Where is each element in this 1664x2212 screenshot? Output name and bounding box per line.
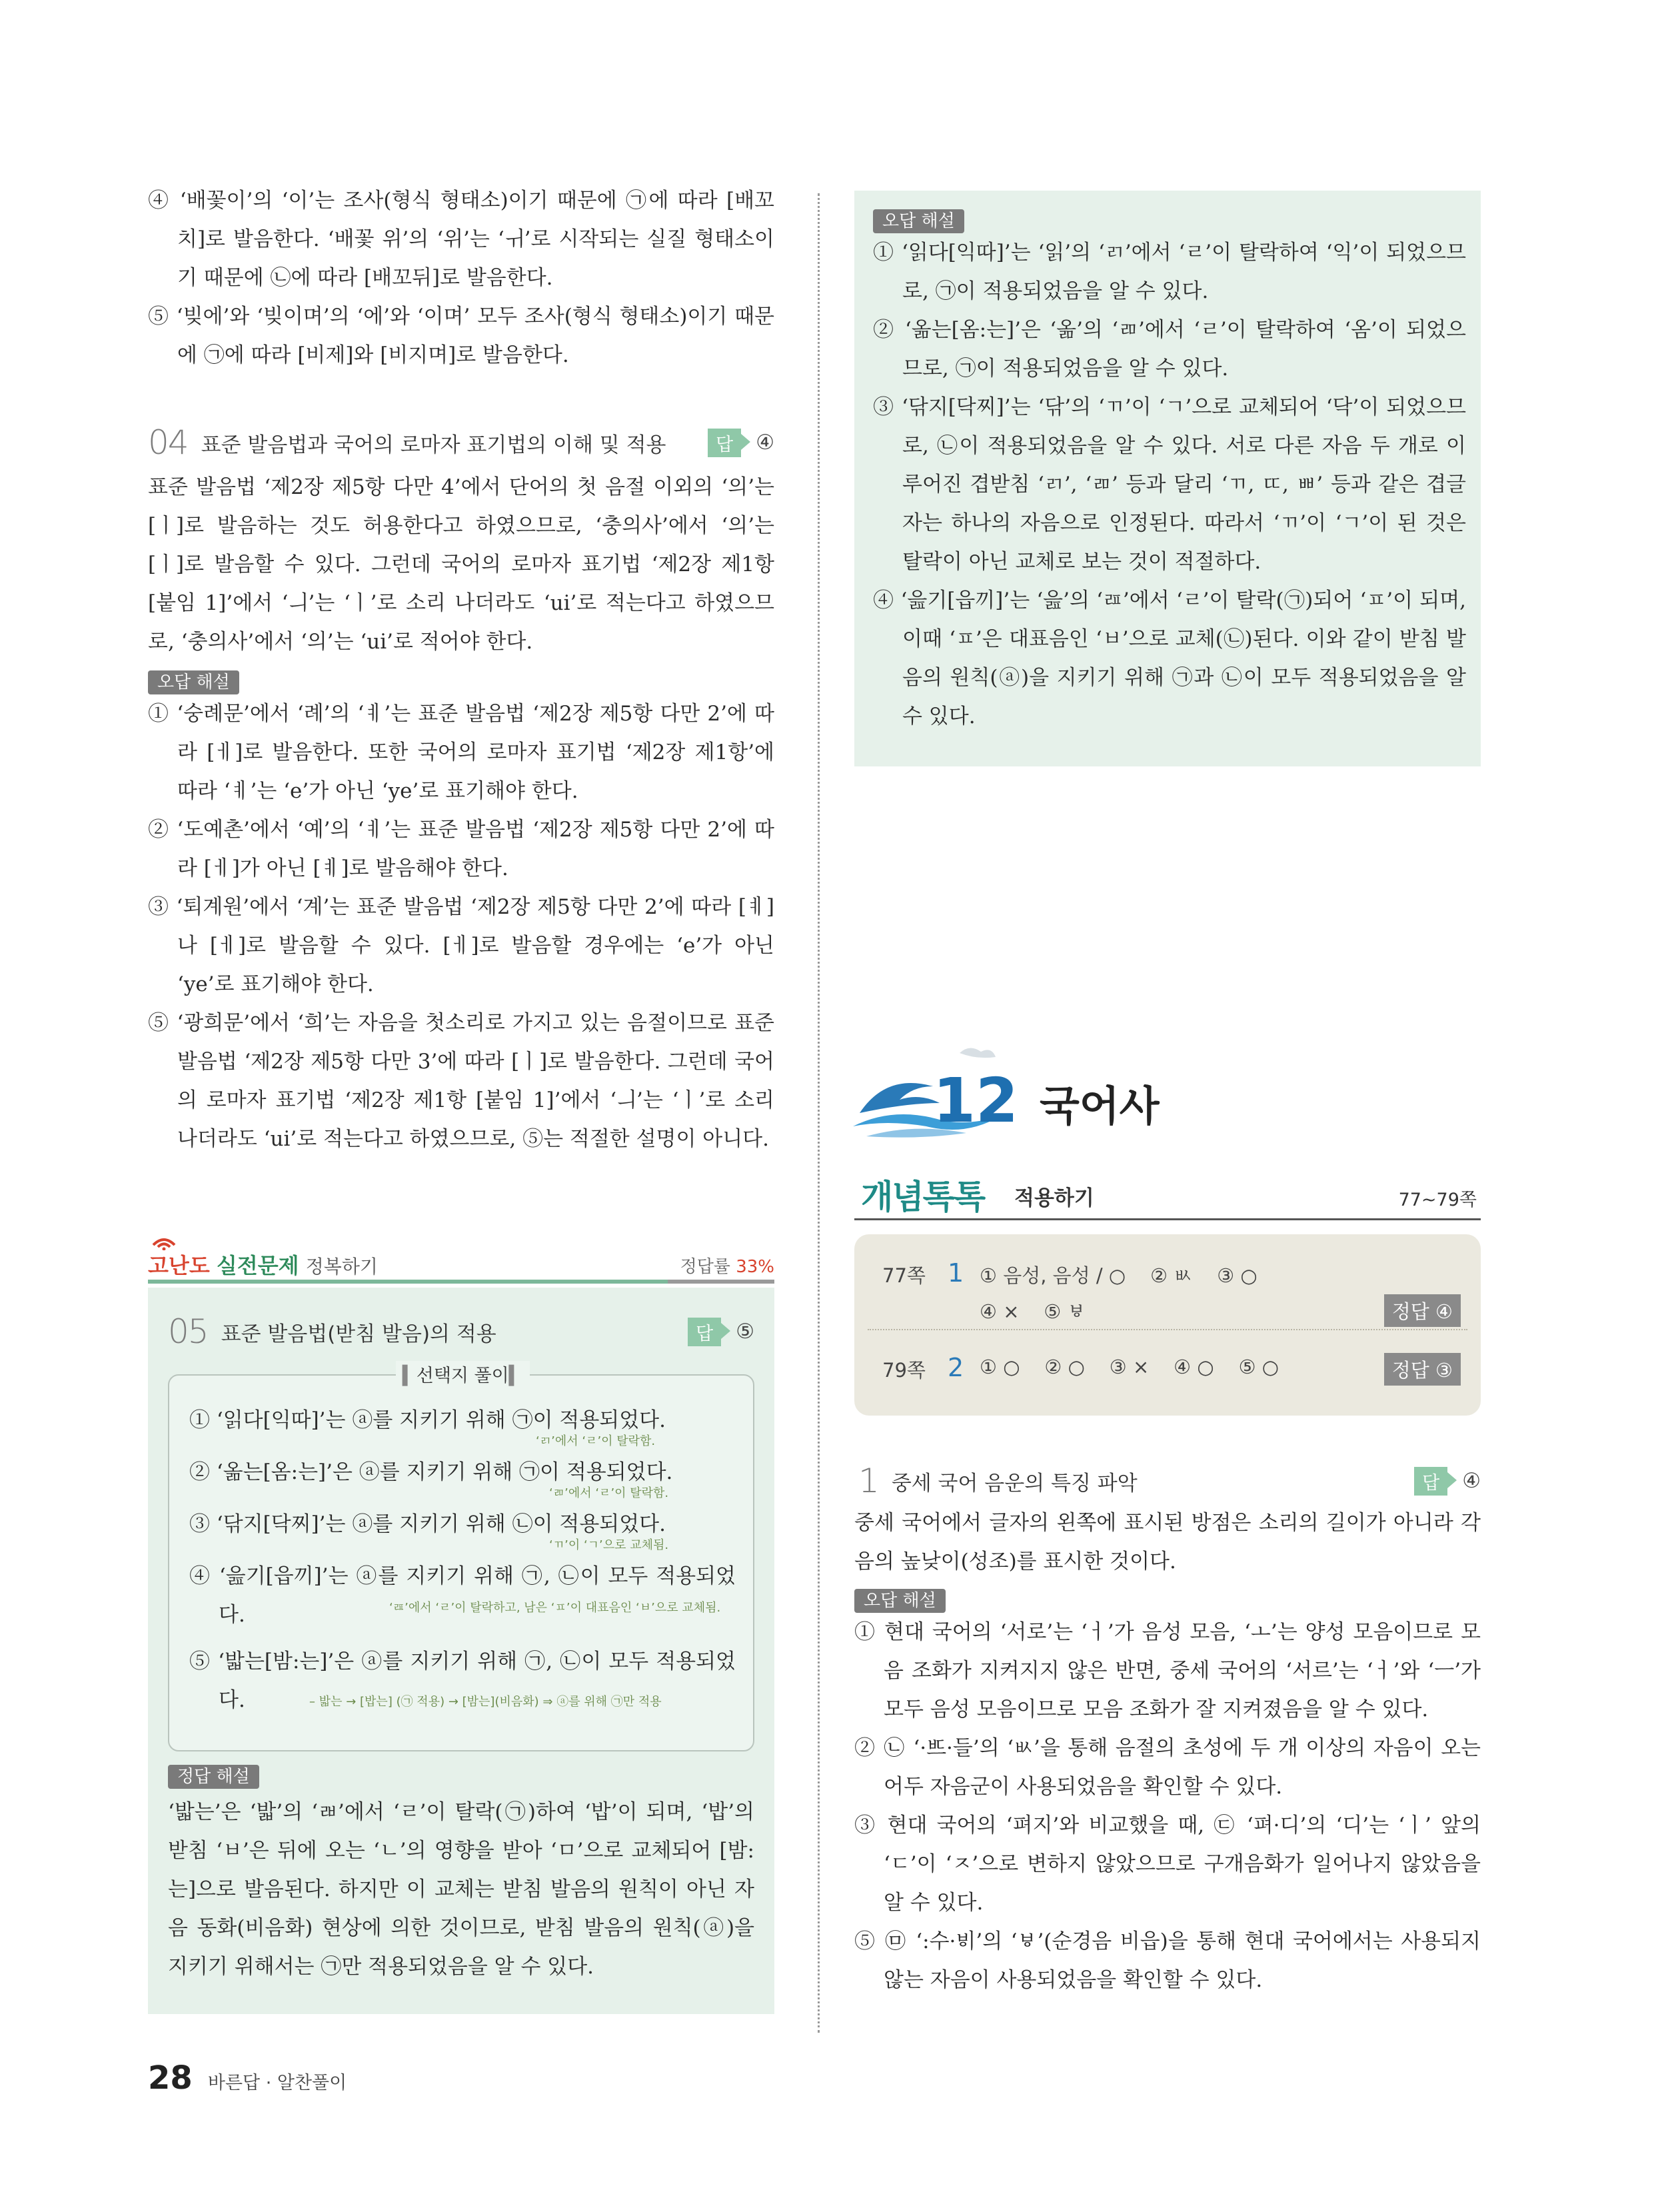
wrong-item-5: ⑤ ‘광희문’에서 ‘희’는 자음을 첫소리로 가지고 있는 음절이므로 표준 발음법 ‘제2장 제5항 다만 3’에 따라 [ㅣ]로 발음한다. 그런데 국어의 로마자 표기법 ‘제2장 제1항 [붙임 1]’에서 ‘ㅢ’는 ‘ㅣ’로 소리 나더라도 ‘ui’로 적는다고 하였으므로, ⑤는 적절한 설명이 아니다. xyxy=(148,1011,774,1151)
footer xyxy=(148,2059,347,2099)
concept-row-2 xyxy=(854,1353,1481,1396)
question-1 xyxy=(854,1461,1481,1999)
concept-row-page: 77쪽 xyxy=(882,1264,926,1287)
choice-1: ① ‘읽다[익따]’는 ⓐ를 지키기 위해 ㉠이 적용되었다. ‘ㄺ’에서 ‘ㄹ’이 탈락함. xyxy=(189,1401,736,1453)
wrong-explanation-badge: 오답 해설 xyxy=(854,1589,946,1613)
panel-item-1: ① ‘읽다[익따]’는 ‘읽’의 ‘ㄺ’에서 ‘ㄹ’이 탈락하여 ‘익’이 되었으므로, ㉠이 적용되었음을 알 수 있다. xyxy=(873,241,1466,303)
question-05-panel xyxy=(148,1288,774,2014)
concept-row-page: 79쪽 xyxy=(882,1359,926,1382)
question-1-header xyxy=(854,1461,1481,1501)
answer-value: ④ xyxy=(1462,1469,1481,1493)
answer-indicator xyxy=(1414,1467,1481,1496)
chapter-title: 국어사 xyxy=(1040,1082,1160,1130)
question-number: 05 xyxy=(168,1312,208,1351)
hard-label: 실전문제 xyxy=(216,1253,299,1278)
wrong-item-1: ① 현대 국어의 ‘서로’는 ‘ㅓ’가 음성 모음, ‘ㅗ’는 양성 모음이므로 모음 조화가 지켜지지 않은 반면, 중세 국어의 ‘서르’는 ‘ㅓ’와 ‘ㅡ’가 모두 음성 모음이므로 모음 조화가 잘 지켜졌음을 알 수 있다. xyxy=(854,1620,1481,1721)
concept-row-line2: ④ × ⑤ ㅸ xyxy=(980,1300,1086,1323)
choice-note: ‘ㄻ’에서 ‘ㄹ’이 탈락함. xyxy=(549,1486,669,1500)
choice-3: ③ ‘닦지[닥찌]’는 ⓐ를 지키기 위해 ㉡이 적용되었다. ‘ㄲ’이 ‘ㄱ’으로 교체됨. xyxy=(189,1505,736,1557)
concept-answers-box xyxy=(854,1234,1481,1416)
choice-note: – 밟는 → [밥는] (㉠ 적용) → [밤는](비음화) ⇒ ⓐ를 위해 ㉠만 적용 xyxy=(309,1695,662,1709)
correct-rate-label: 정답률 xyxy=(680,1257,730,1277)
concept-pages: 77~79쪽 xyxy=(1398,1190,1477,1210)
wrong-explanation-badge: 오답 해설 xyxy=(873,209,964,233)
choice-4: ④ ‘읊기[읍끼]’는 ⓐ를 지키기 위해 ㉠, ㉡이 모두 적용되었다. ‘ㄿ’에서 ‘ㄹ’이 탈락하고, 남은 ‘ㅍ’이 대표음인 ‘ㅂ’으로 교체됨. xyxy=(189,1564,736,1627)
page-number: 28 xyxy=(148,2059,193,2097)
correct-explanation-body: ‘밟는’은 ‘밟’의 ‘ㄼ’에서 ‘ㄹ’이 탈락(㉠)하여 ‘밥’이 되며, ‘밥’의 받침 ‘ㅂ’은 뒤에 오는 ‘ㄴ’의 영향을 받아 ‘ㅁ’으로 교체되어 [밤:는]으로 발음된다. 하지만 이 교체는 받침 발음의 원칙이 아닌 자음 동화(비음화) 현상에 의한 것이므로, 받침 발음의 원칙(ⓐ)을 지키기 위해서는 ㉠만 적용되었음을 알 수 있다. xyxy=(168,1800,754,1979)
concept-label: 적용하기 xyxy=(1014,1186,1094,1210)
concept-row-1 xyxy=(854,1258,1481,1334)
question-title: 표준 발음법(받침 발음)의 적용 xyxy=(221,1322,496,1346)
question-04-body: 표준 발음법 ‘제2장 제5항 다만 4’에서 단어의 첫 음절 이외의 ‘의’는 [ㅣ]로 발음하는 것도 허용한다고 하였으므로, ‘충의사’에서 ‘의’는 [ㅣ]로 발음할 수 있다. 그런데 국어의 로마자 표기법 ‘제2장 제1항 [붙임 1]’에서 ‘ㅢ’는 ‘ㅣ’로 소리 나더라도 ‘ui’로 적는다고 하였으므로, ‘충의사’에서 ‘의’는 ‘ui’로 적어야 한다. xyxy=(148,475,774,654)
wrong-explanation-block xyxy=(148,670,774,1158)
concept-row-line1: ① ○ ② ○ ③ × ④ ○ ⑤ ○ xyxy=(980,1356,1279,1378)
choice-box xyxy=(168,1366,754,1751)
wrong-item-1: ① ‘숭례문’에서 ‘례’의 ‘ㅖ’는 표준 발음법 ‘제2장 제5항 다만 2’에 따라 [ㅔ]로 발음한다. 또한 국어의 로마자 표기법 ‘제2장 제1항’에 따라 ‘ㅖ’는 ‘e’가 아닌 ‘ye’로 표기해야 한다. xyxy=(148,702,774,803)
answer-tag: 답 xyxy=(1414,1467,1447,1496)
correct-explanation-badge: 정답 해설 xyxy=(168,1765,259,1789)
concept-row-line1: ① 음성, 음성 / ○ ② ㅄ ③ ○ xyxy=(980,1264,1257,1287)
panel-item-4: ④ ‘읊기[읍끼]’는 ‘읊’의 ‘ㄿ’에서 ‘ㄹ’이 탈락(㉠)되어 ‘ㅍ’이 되며, 이때 ‘ㅍ’은 대표음인 ‘ㅂ’으로 교체(㉡)된다. 이와 같이 받침 발음의 원칙(ⓐ)을 지키기 위해 ㉠과 ㉡이 모두 적용되었음을 알 수 있다. xyxy=(873,588,1466,728)
correct-explanation xyxy=(168,1765,754,1986)
header-bar-green xyxy=(148,1280,668,1284)
wrong-item-5: ⑤ ㉤ ‘:수·ᄫᅵ’의 ‘ㅸ’(순경음 비읍)을 통해 현대 국어에서는 사용되지 않는 자음이 사용되었음을 확인할 수 있다. xyxy=(854,1929,1481,1992)
wrong-item-2: ② ‘도예촌’에서 ‘예’의 ‘ㅖ’는 표준 발음법 ‘제2장 제5항 다만 2’에 따라 [ㅔ]가 아닌 [ㅖ]로 발음해야 한다. xyxy=(148,818,774,880)
row-separator xyxy=(868,1329,1467,1330)
answer-tag: 답 xyxy=(688,1318,721,1346)
wrong-item-3: ③ 현대 국어의 ‘펴지’와 비교했을 때, ㉢ ‘펴·디’의 ‘디’는 ‘ㅣ’ 앞의 ‘ㄷ’이 ‘ㅈ’으로 변하지 않았으므로 구개음화가 일어나지 않았음을 알 수 있다. xyxy=(854,1813,1481,1915)
concept-underline xyxy=(854,1218,1481,1220)
question-1-body: 중세 국어에서 글자의 왼쪽에 표시된 방점은 소리의 길이가 아니라 각 음의 높낮이(성조)를 표시한 것이다. xyxy=(854,1511,1481,1574)
signal-icon xyxy=(151,1233,177,1250)
wrong-item-2: ② ㉡ ‘·ᄠᅳ·들’의 ‘ㅄ’을 통해 음절의 초성에 두 개 이상의 자음이 오는 어두 자음군이 사용되었음을 확인할 수 있다. xyxy=(854,1736,1481,1799)
choice-note: ‘ㄺ’에서 ‘ㄹ’이 탈락함. xyxy=(536,1434,656,1448)
answer-indicator xyxy=(708,429,774,457)
chapter-heading xyxy=(846,1040,1313,1140)
wrong-explanation-panel xyxy=(854,191,1481,766)
wrong-explanation-badge: 오답 해설 xyxy=(148,670,239,694)
concept-header xyxy=(854,1165,1481,1225)
wrong-item-3: ③ ‘퇴계원’에서 ‘계’는 표준 발음법 ‘제2장 제5항 다만 2’에 따라 [ㅖ]나 [ㅔ]로 발음할 수 있다. [ㅔ]로 발음할 경우에는 ‘e’가 아닌 ‘ye’로 표기해야 한다. xyxy=(148,895,774,996)
question-title: 중세 국어 음운의 특징 파악 xyxy=(891,1471,1138,1496)
concept-row-num: 2 xyxy=(948,1353,964,1382)
answer-indicator xyxy=(688,1318,754,1346)
answer-tag: 답 xyxy=(708,429,741,457)
question-04 xyxy=(148,423,774,1158)
choice-note: ‘ㄿ’에서 ‘ㄹ’이 탈락하고, 남은 ‘ㅍ’이 대표음인 ‘ㅂ’으로 교체됨. xyxy=(389,1601,721,1615)
question-05-header xyxy=(168,1312,754,1352)
answer-value: ④ xyxy=(756,431,774,455)
hard-sub: 정복하기 xyxy=(305,1256,378,1278)
book-title: 바른답 · 알찬풀이 xyxy=(207,2073,347,2093)
explanation-item-4: ④ ‘배꽃이’의 ‘이’는 조사(형식 형태소)이기 때문에 ㉠에 따라 [배꼬치]로 발음한다. ‘배꽃 위’의 ‘위’는 ‘ㅟ’로 시작되는 실질 형태소이기 때문에 ㉡에 따라 [배꼬뒤]로 발음한다. xyxy=(148,189,774,290)
question-title: 표준 발음법과 국어의 로마자 표기법의 이해 및 적용 xyxy=(201,433,666,457)
concept-row-num: 1 xyxy=(948,1258,964,1288)
choice-note: ‘ㄲ’이 ‘ㄱ’으로 교체됨. xyxy=(549,1538,669,1552)
correct-rate xyxy=(680,1253,774,1278)
choice-box-title: ▍선택지 풀이▍ xyxy=(396,1361,530,1387)
question-04-header xyxy=(148,423,774,463)
correct-rate-value: 33% xyxy=(736,1257,774,1277)
hard-problem-title xyxy=(148,1249,378,1280)
concept-row-answer: 정답 ④ xyxy=(1384,1294,1461,1327)
panel-item-3: ③ ‘닦지[닥찌]’는 ‘닦’의 ‘ㄲ’이 ‘ㄱ’으로 교체되어 ‘닥’이 되었으므로, ㉡이 적용되었음을 알 수 있다. 서로 다른 자음 두 개로 이루어진 겹받침 ‘ㄺ’, ‘ㄻ’ 등과 달리 ‘ㄲ, ㄸ, ㅃ’ 등과 같은 겹글자는 하나의 자음으로 인정된다. 따라서 ‘ㄲ’이 ‘ㄱ’이 된 것은 탈락이 아닌 교체로 보는 것이 적절하다. xyxy=(873,395,1466,574)
question-number: 04 xyxy=(148,423,188,462)
panel-item-2: ② ‘옮는[옴:는]’은 ‘옮’의 ‘ㄻ’에서 ‘ㄹ’이 탈락하여 ‘옴’이 되었으므로, ㉠이 적용되었음을 알 수 있다. xyxy=(873,318,1466,381)
left-top-section xyxy=(148,181,774,375)
question-number: 1 xyxy=(858,1462,878,1500)
chapter-number: 12 xyxy=(933,1065,1019,1136)
answer-value: ⑤ xyxy=(736,1320,754,1344)
wrong-explanation-block xyxy=(854,1589,1481,1999)
concept-logo: 개념톡톡 xyxy=(861,1178,985,1216)
explanation-item-5: ⑤ ‘빚에’와 ‘빚이며’의 ‘에’와 ‘이며’ 모두 조사(형식 형태소)이기 때문에 ㉠에 따라 [비제]와 [비지며]로 발음한다. xyxy=(148,305,774,367)
hard-brand: 고난도 xyxy=(148,1253,210,1278)
column-divider xyxy=(818,193,820,2033)
concept-row-answer: 정답 ③ xyxy=(1384,1353,1461,1386)
choice-2: ② ‘옮는[옴:는]’은 ⓐ를 지키기 위해 ㉠이 적용되었다. ‘ㄻ’에서 ‘ㄹ’이 탈락함. xyxy=(189,1453,736,1505)
hard-problem-header xyxy=(148,1234,774,1278)
choice-5: ⑤ ‘밟는[밤:는]’은 ⓐ를 지키기 위해 ㉠, ㉡이 모두 적용되었다. – 밟는 → [밥는] (㉠ 적용) → [밤는](비음화) ⇒ ⓐ를 위해 ㉠만 적용 xyxy=(189,1642,736,1719)
header-bar-gray xyxy=(668,1280,774,1284)
